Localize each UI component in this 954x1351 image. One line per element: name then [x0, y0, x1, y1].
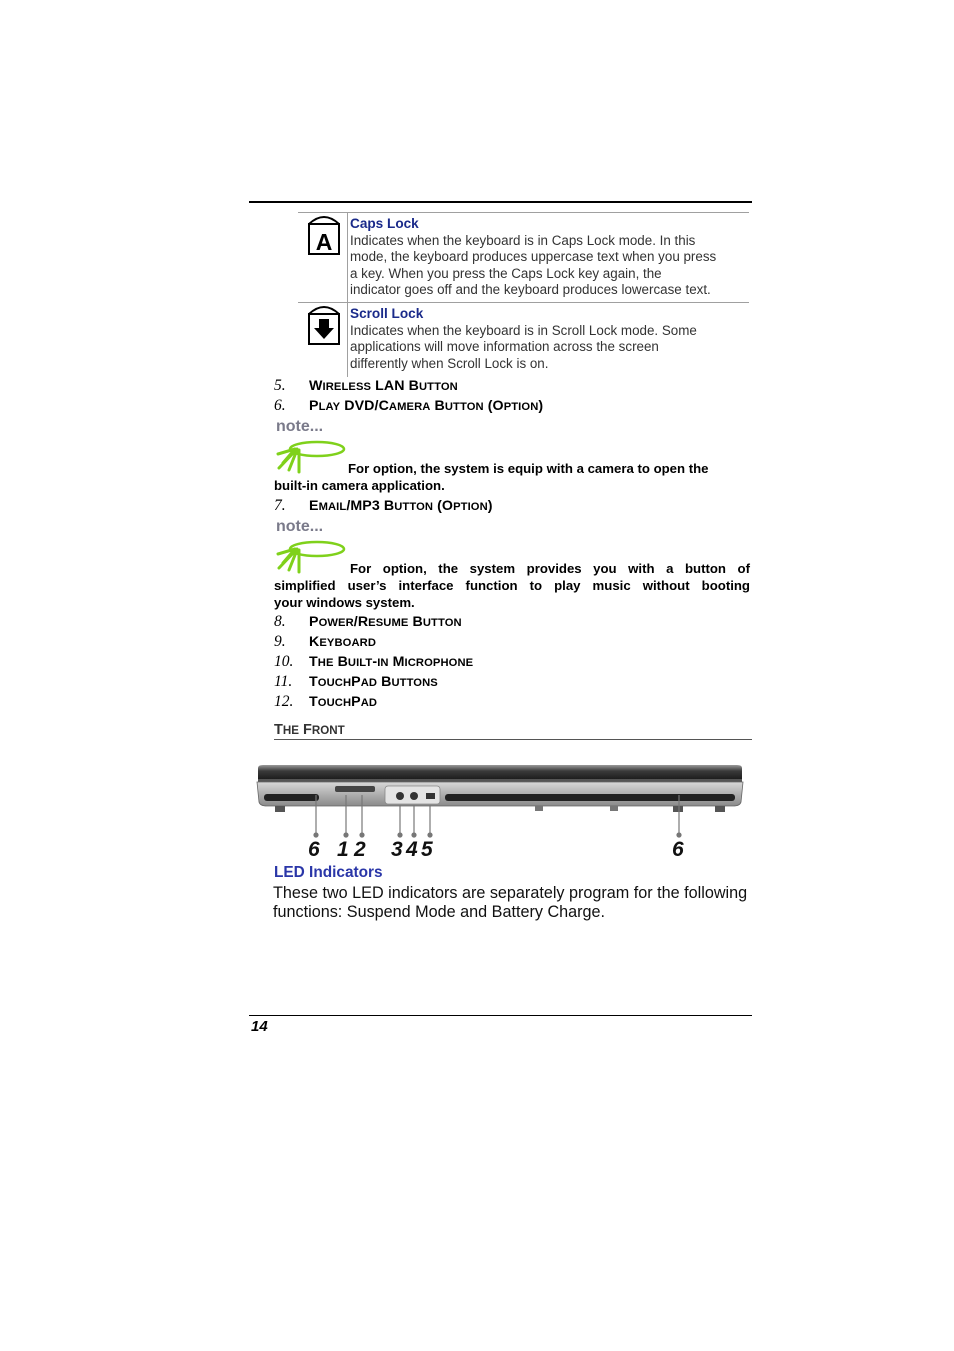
header-rule: [249, 201, 752, 203]
led-indicators-heading: LED Indicators: [274, 864, 383, 881]
callout-number: 2: [354, 838, 366, 861]
table-row: [298, 302, 749, 377]
note-text: For option, the system provides you with a button of: [350, 561, 750, 576]
caps-lock-line: mode, the keyboard produces uppercase text when you press: [350, 249, 717, 265]
note-text: your windows system.: [274, 595, 415, 610]
note-label: note...: [276, 418, 324, 435]
callout-number: 1: [337, 838, 349, 861]
callout-number: 4: [406, 838, 418, 861]
list-item: 10. THE BUILT-IN MICROPHONE: [274, 653, 474, 670]
list-item: 8. POWER/RESUME BUTTON: [274, 613, 462, 630]
list-item: 9. KEYBOARD: [274, 633, 377, 650]
page-number: 14: [251, 1018, 268, 1035]
section-heading: THE FRONT: [274, 722, 752, 740]
footer-rule: [249, 1015, 752, 1016]
scroll-lock-icon: [298, 303, 347, 377]
list-item: 12. TOUCHPAD: [274, 693, 378, 710]
note-icon: [275, 516, 350, 576]
note-icon: [275, 416, 350, 476]
scroll-lock-line: differently when Scroll Lock is on.: [350, 355, 549, 371]
callout-number: 6: [672, 838, 684, 861]
callout-leaders: [300, 795, 700, 840]
caps-lock-title: Caps Lock: [350, 216, 419, 231]
scroll-lock-title: Scroll Lock: [350, 306, 424, 321]
note-text: simplified user’s interface function to play music without booting: [274, 578, 750, 593]
list-item: 6. PLAY DVD/CAMERA BUTTON (OPTION): [274, 397, 544, 414]
caps-lock-line: Indicates when the keyboard is in Caps Lock mode. In this: [350, 232, 696, 248]
list-item: 7. EMAIL/MP3 BUTTON (OPTION): [274, 497, 493, 514]
led-indicator-table: [298, 212, 749, 377]
scroll-lock-line: applications will move information across the screen: [350, 339, 659, 355]
callout-number: 3: [391, 838, 403, 861]
note-text: built-in camera application.: [274, 478, 445, 493]
callout-number: 5: [421, 838, 433, 861]
callout-number: 6: [308, 838, 320, 861]
list-item: 11. TOUCHPAD BUTTONS: [274, 673, 438, 690]
caps-lock-line: indicator goes off and the keyboard produces lowercase text.: [350, 282, 711, 298]
caps-lock-line: a key. When you press the Caps Lock key again, the: [350, 265, 662, 281]
table-row: [298, 212, 749, 302]
list-item: 5. WIRELESS LAN BUTTON: [274, 377, 458, 394]
svg-text:A: A: [315, 229, 333, 255]
note-label: note...: [276, 518, 324, 535]
caps-lock-icon: [298, 213, 347, 302]
note-text: For option, the system is equip with a camera to open the: [348, 461, 709, 476]
scroll-lock-line: Indicates when the keyboard is in Scroll Lock mode. Some: [350, 322, 697, 338]
body-paragraph: These two LED indicators are separately program for the following functions: Suspend Mode and Battery Charge.: [273, 884, 748, 921]
